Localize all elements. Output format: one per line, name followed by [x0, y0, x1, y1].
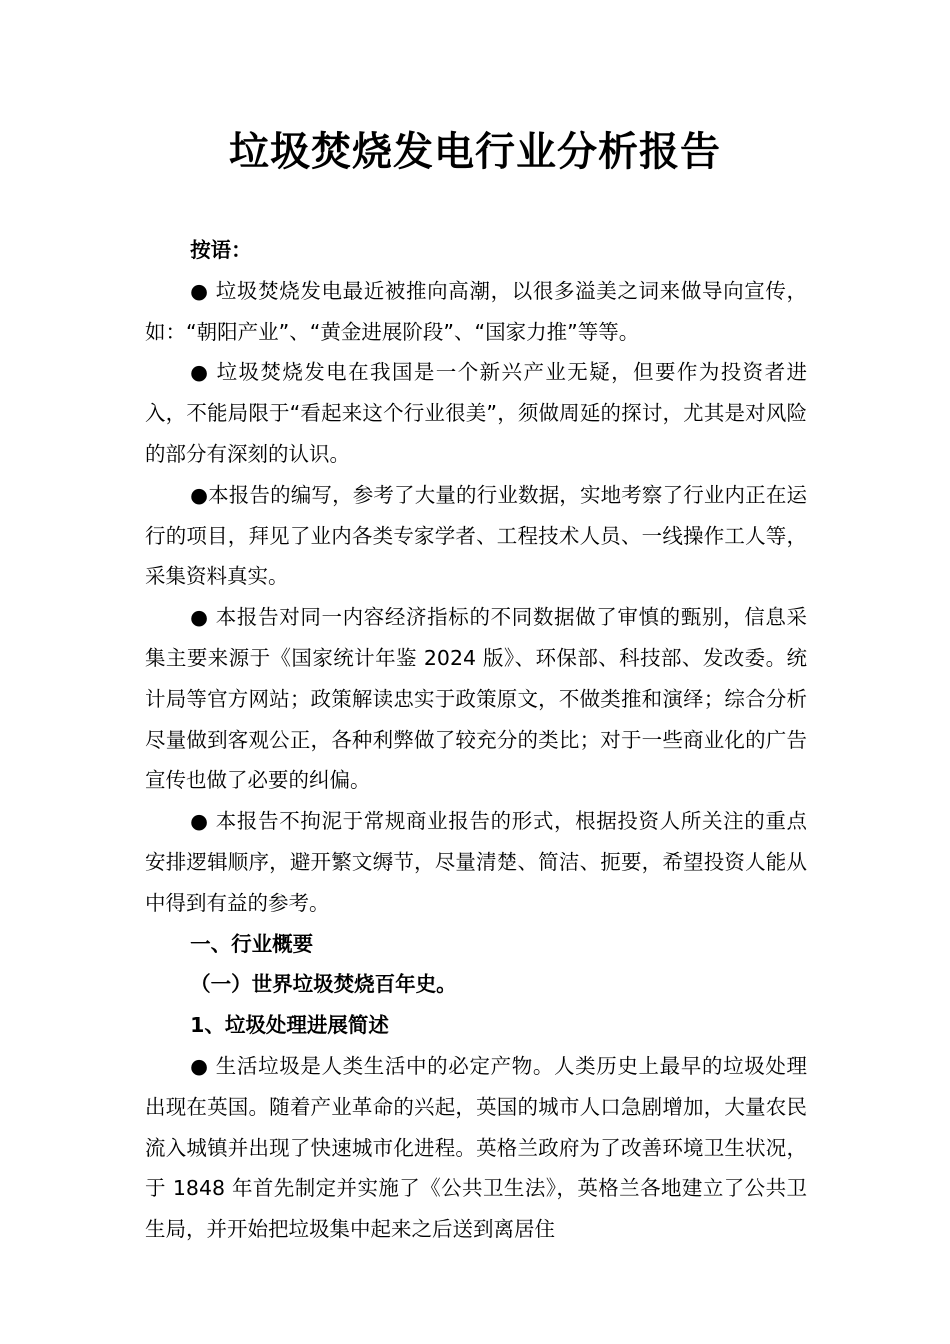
section-heading: 一、行业概要 [190, 931, 314, 956]
note-paragraph [145, 271, 807, 353]
document-body [145, 230, 807, 1250]
bullet-icon: ● [190, 482, 209, 507]
bullet-icon: ● [190, 360, 210, 385]
document-title: 垃圾焚烧发电行业分析报告 [229, 129, 721, 175]
note-paragraph-text: 垃圾焚烧发电在我国是一个新兴产业无疑，但要作为投资者进入，不能局限于“看起来这个行业很美”，须做周延的探讨，尤其是对风险的部分有深刻的认识。 [145, 360, 808, 466]
body-paragraph-text: 生活垃圾是人类生活中的必定产物。人类历史上最早的垃圾处理出现在英国。随着产业革命的兴起，英国的城市人口急剧增加，大量农民流入城镇并出现了快速城市化进程。英格兰政府为了改善环境卫生状况，于 1848 年首先制定并实施了《公共卫生法》，英格兰各地建立了公共卫生局，并开始把垃圾集中起来之后送到离居住 [145, 1053, 808, 1242]
note-paragraph-text: 本报告对同一内容经济指标的不同数据做了审慎的甄别，信息采集主要来源于《国家统计年鉴 2024 版》、环保部、科技部、发改委。统计局等官方网站；政策解读忠实于政策原文，不做类推和演绎；综合分析尽量做到客观公正，各种利弊做了较充分的类比；对于一些商业化的广告宣传也做了必要的纠偏。 [145, 605, 808, 793]
editor-note-label: 按语： [190, 238, 252, 262]
note-paragraph-text: 本报告不拘泥于常规商业报告的形式，根据投资人所关注的重点安排逻辑顺序，避开繁文缛节，尽量清楚、简洁、扼要，希望投资人能从中得到有益的参考。 [145, 809, 808, 915]
bullet-icon: ● [190, 605, 209, 630]
bullet-icon: ● [190, 809, 209, 834]
bullet-icon: ● [190, 278, 209, 303]
note-paragraph [145, 475, 807, 597]
subsubsection-heading: 1、垃圾处理进展简述 [190, 1013, 389, 1038]
body-paragraph [145, 1046, 807, 1250]
note-paragraph-text: 本报告的编写，参考了大量的行业数据，实地考察了行业内正在运行的项目，拜见了业内各类专家学者、工程技术人员、一线操作工人等，采集资料真实。 [145, 482, 807, 589]
bullet-icon: ● [190, 1053, 209, 1078]
note-paragraph [145, 801, 807, 923]
note-paragraph [145, 352, 807, 474]
subsection-heading: （一）世界垃圾焚烧百年史。 [190, 972, 457, 997]
note-paragraph-text: 垃圾焚烧发电最近被推向高潮，以很多溢美之词来做导向宣传，如：“朝阳产业”、“黄金进展阶段”、“国家力推”等等。 [145, 278, 808, 344]
note-paragraph [145, 597, 807, 801]
